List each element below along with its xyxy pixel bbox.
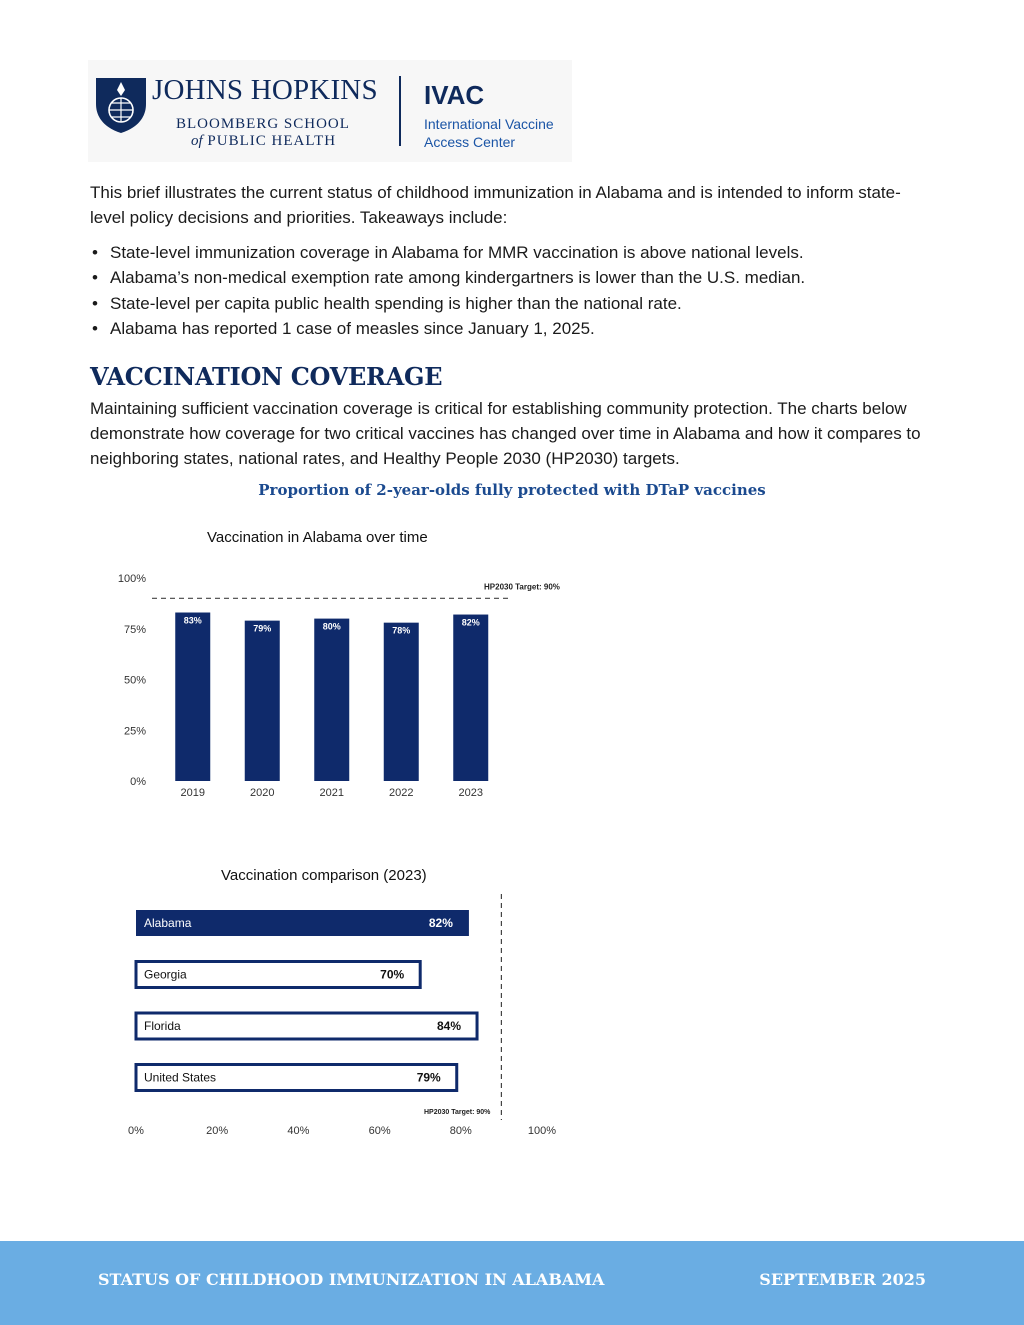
bar-value-label: 80% (322, 621, 341, 632)
x-tick-label: 2023 (458, 787, 483, 799)
chart2-title: Vaccination comparison (2023) (221, 867, 427, 884)
x-tick-label: 60% (368, 1125, 391, 1137)
bar-Florida (136, 1013, 477, 1039)
bar-value-label: 70% (380, 967, 405, 982)
bar-value-label: 78% (392, 625, 411, 636)
target-label: HP2030 Target: 90% (423, 1109, 491, 1116)
x-tick-label: 2020 (250, 787, 275, 799)
jhu-shield-icon (94, 74, 148, 134)
x-tick-label: 2022 (389, 787, 414, 799)
jhu-school: BLOOMBERG SCHOOL (176, 116, 350, 132)
x-tick-label: 100% (527, 1125, 557, 1137)
y-tick-label: 75% (123, 623, 146, 636)
y-tick-label: 100% (117, 573, 146, 585)
bar-2021 (314, 619, 349, 781)
takeaways-list (90, 240, 805, 341)
takeaway-item: • Alabama has reported 1 case of measles since January 1, 2025. (90, 316, 805, 341)
chart-comparison-2023 (0, 890, 620, 1150)
bar-2023 (453, 615, 488, 781)
jhu-name: JOHNS HOPKINS (152, 74, 378, 106)
bar-value-label: 79% (416, 1070, 441, 1085)
bar-category-label: Alabama (144, 916, 192, 930)
bar-value-label: 79% (253, 623, 272, 634)
header-logo (88, 60, 572, 162)
jhu-public-health: PUBLIC HEALTH (207, 133, 337, 149)
target-label: HP2030 Target: 90% (484, 582, 560, 592)
y-tick-label: 50% (123, 674, 146, 687)
bar-value-label: 84% (437, 1019, 462, 1033)
ivac-title: IVAC (424, 80, 485, 110)
takeaway-item: • Alabama’s non-medical exemption rate among kindergartners is lower than the U.S. median. (90, 265, 805, 290)
y-tick-label: 25% (123, 725, 146, 738)
jhu-public-health-line (191, 133, 336, 150)
section-title: VACCINATION COVERAGE (90, 362, 443, 391)
ivac-line-2: Access Center (424, 134, 516, 150)
section-body: Maintaining sufficient vaccination coverage is critical for establishing community protection. The charts below demonstrate how coverage for two critical vaccines has changed over time in Alabama and how it compares to neighboring states, national rates, and Healthy People 2030 (HP2030) targets. (90, 399, 921, 468)
ivac-line-1: International Vaccine (424, 116, 554, 132)
footer-title: STATUS OF CHILDHOOD IMMUNIZATION IN ALABAMA (98, 1270, 605, 1289)
takeaway-item: • State-level immunization coverage in Alabama for MMR vaccination is above national levels. (90, 240, 805, 265)
logo-divider (399, 76, 401, 146)
bar-value-label: 82% (461, 617, 480, 628)
chart-heading: Proportion of 2-year-olds fully protected with DTaP vaccines (258, 481, 766, 499)
x-tick-label: 2019 (180, 787, 205, 799)
jhu-of: of (191, 133, 203, 149)
bar-value-label: 82% (428, 916, 453, 930)
footer-date: SEPTEMBER 2025 (759, 1270, 926, 1289)
x-tick-label: 2021 (319, 787, 344, 799)
x-tick-label: 20% (206, 1125, 229, 1137)
bar-category-label: United States (144, 1070, 217, 1085)
chart-alabama-over-time (0, 560, 620, 810)
bar-category-label: Florida (144, 1019, 181, 1033)
bar-value-label: 83% (183, 615, 202, 626)
bar-2020 (245, 621, 280, 781)
bar-2022 (384, 623, 419, 781)
bar-2019 (175, 613, 210, 781)
x-tick-label: 40% (287, 1125, 310, 1137)
x-tick-label: 80% (449, 1125, 472, 1137)
x-tick-label: 0% (128, 1125, 144, 1137)
takeaway-item: • State-level per capita public health spending is higher than the national rate. (90, 291, 805, 316)
y-tick-label: 0% (130, 776, 146, 788)
bar-category-label: Georgia (144, 967, 187, 982)
intro-paragraph: This brief illustrates the current status of childhood immunization in Alabama and is intended to inform state-level policy decisions and priorities. Takeaways include: (90, 183, 901, 227)
chart1-title: Vaccination in Alabama over time (207, 529, 428, 546)
